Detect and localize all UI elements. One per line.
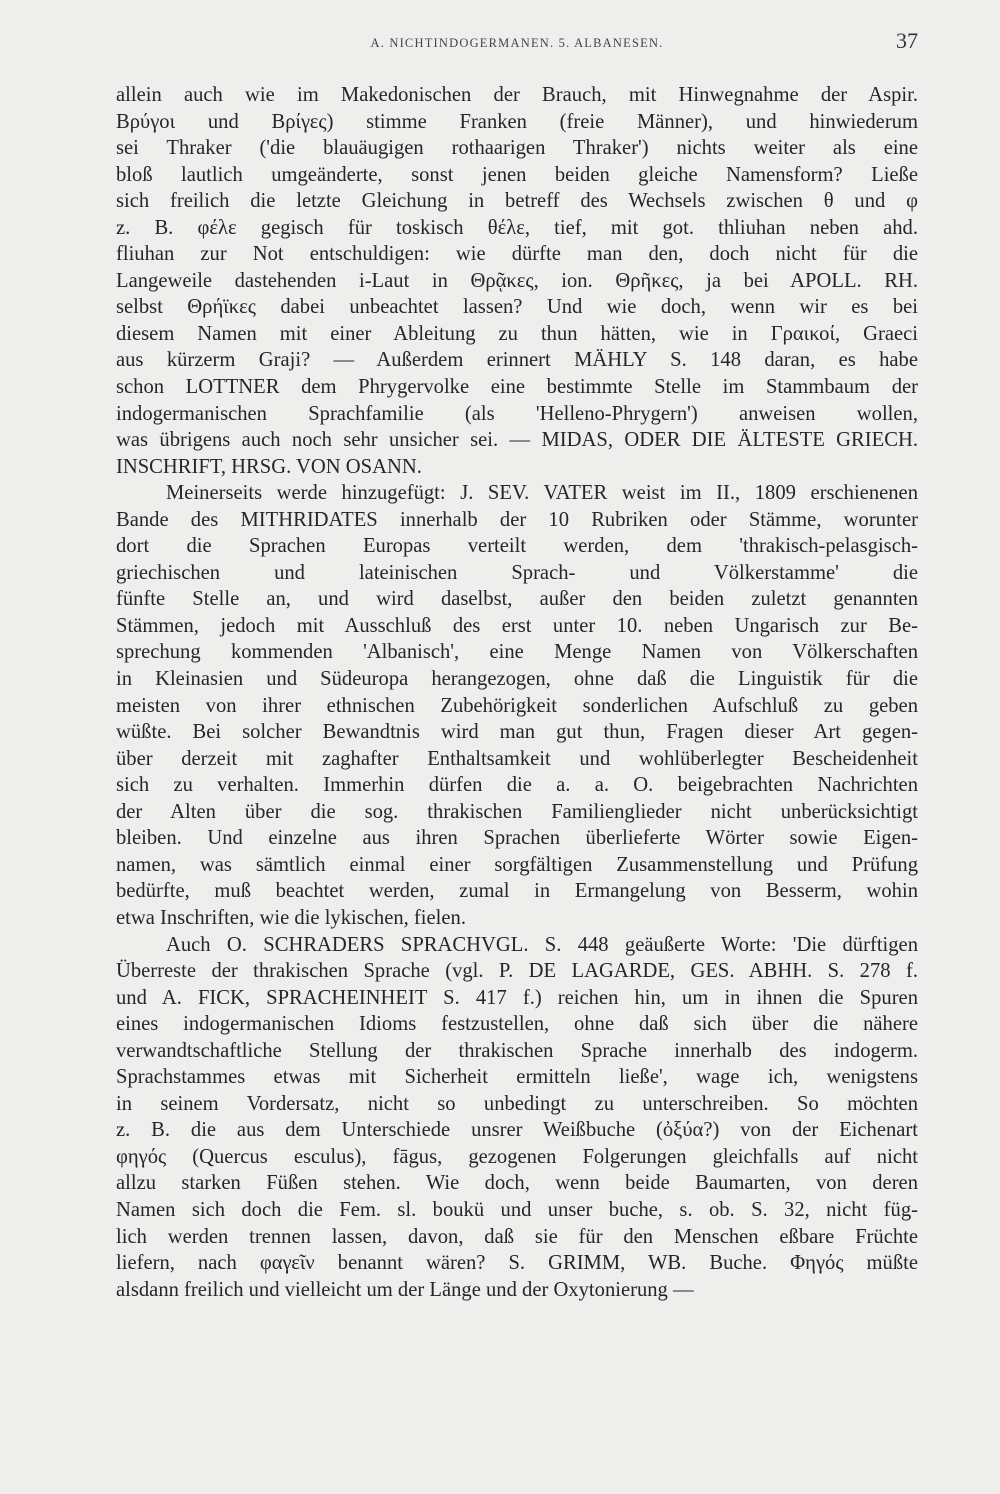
paragraph xyxy=(116,480,918,931)
text-line: aus kürzerm Graji? — Außerdem erinnert MÄHLY S. 148 daran, es habe xyxy=(116,349,918,372)
text-line: fliuhan zur Not entschuldigen: wie dürfte man den, doch nicht für die xyxy=(116,243,918,266)
text-line: wüßte. Bei solcher Bewandtnis wird man gut thun, Fragen dieser Art gegen- xyxy=(116,721,918,744)
text-line: Auch O. SCHRADERS SPRACHVGL. S. 448 geäußerte Worte: 'Die dürftigen xyxy=(166,933,918,956)
running-head: A. NICHTINDOGERMANEN. 5. ALBANESEN. xyxy=(370,36,664,50)
text-line: Überreste der thrakischen Sprache (vgl. P. DE LAGARDE, GES. ABHH. S. 278 f. xyxy=(116,960,918,983)
text-line: alsdann freilich und vielleicht um der Länge und der Oxytonierung — xyxy=(116,1278,694,1301)
text-line: diesem Namen mit einer Ableitung zu thun hätten, wie in Γραικοί, Graeci xyxy=(116,322,918,345)
text-line: selbst Θρήϊκες dabei unbeachtet lassen? Und wie doch, wenn wir es bei xyxy=(116,296,918,319)
paragraph xyxy=(116,82,918,480)
text-line: schon LOTTNER dem Phrygervolke eine bestimmte Stelle im Stammbaum der xyxy=(116,376,918,399)
text-line: verwandtschaftliche Stellung der thrakischen Sprache innerhalb des indogerm. xyxy=(116,1039,918,1062)
paragraph xyxy=(116,932,918,1304)
text-line: Sprachstammes etwas mit Sicherheit ermitteln ließe', wage ich, wenigstens xyxy=(116,1066,918,1089)
text-line: sei Thraker ('die blauäugigen rothaarigen Thraker') nichts weiter als eine xyxy=(116,137,918,160)
text-line: namen, was sämtlich einmal einer sorgfältigen Zusammenstellung und Prüfung xyxy=(116,853,918,876)
text-line: φηγός (Quercus esculus), fāgus, gezogenen Folgerungen gleichfalls auf nicht xyxy=(116,1145,918,1168)
text-line: allein auch wie im Makedonischen der Brauch, mit Hinwegnahme der Aspir. xyxy=(116,84,918,106)
text-line: sich zu verhalten. Immerhin dürfen die a. a. O. beigebrachten Nachrichten xyxy=(116,774,918,797)
text-line: in Kleinasien und Südeuropa herangezogen, ohne daß die Linguistik für die xyxy=(116,668,918,691)
text-line: etwa Inschriften, wie die lykischen, fielen. xyxy=(116,906,466,929)
text-line: eines indogermanischen Idioms festzustellen, ohne daß sich über die nähere xyxy=(116,1013,918,1036)
text-line: bedürfte, muß beachtet werden, zumal in Ermangelung von Besserm, wohin xyxy=(116,880,918,903)
text-line: INSCHRIFT, HRSG. VON OSANN. xyxy=(116,455,422,478)
text-line: bleiben. Und einzelne aus ihren Sprachen überlieferte Wörter sowie Eigen- xyxy=(116,827,918,850)
text-line: indogermanischen Sprachfamilie (als 'Helleno-Phrygern') anweisen wollen, xyxy=(116,402,918,425)
text-line: Meinerseits werde hinzugefügt: J. SEV. VATER weist im II., 1809 erschienenen xyxy=(166,482,918,505)
text-line: der Alten über die sog. thrakischen Familienglieder nicht unberücksichtigt xyxy=(116,800,918,823)
text-line: was übrigens auch noch sehr unsicher sei. — MIDAS, ODER DIE ÄLTESTE GRIECH. xyxy=(116,429,918,452)
text-line: liefern, nach φαγεῖν benannt wären? S. GRIMM, WB. Buche. Φηγός müßte xyxy=(116,1252,918,1275)
text-line: über derzeit mit zaghafter Enthaltsamkeit und wohlüberlegter Bescheidenheit xyxy=(116,747,918,770)
text-line: meisten von ihrer ethnischen Zubehörigkeit sonderlichen Aufschluß zu geben xyxy=(116,694,918,717)
text-line: in seinem Vordersatz, nicht so unbedingt zu unterschreiben. So möchten xyxy=(116,1092,918,1115)
text-line: z. B. φέλε gegisch für toskisch θέλε, tief, mit got. thliuhan neben ahd. xyxy=(116,216,918,239)
text-line: sich freilich die letzte Gleichung in betreff des Wechsels zwischen θ und φ xyxy=(116,190,918,213)
text-line: z. B. die aus dem Unterschiede unsrer Weißbuche (ὀξύα?) von der Eichenart xyxy=(116,1119,918,1142)
text-line: allzu starken Füßen stehen. Wie doch, wenn beide Baumarten, von deren xyxy=(116,1172,918,1195)
text-line: Bande des MITHRIDATES innerhalb der 10 Rubriken oder Stämme, worunter xyxy=(116,508,918,531)
page-number: 37 xyxy=(896,28,918,53)
text-line: dort die Sprachen Europas verteilt werden, dem 'thrakisch-pelasgisch- xyxy=(116,535,918,558)
text-line: bloß lautlich umgeänderte, sonst jenen beiden gleiche Namensform? Ließe xyxy=(116,163,918,186)
body-text xyxy=(116,82,918,1303)
text-line: lich werden trennen lassen, davon, daß sie für den Menschen eßbare Früchte xyxy=(116,1225,918,1248)
text-line: Langeweile dastehenden i-Laut in Θρᾷκες, ion. Θρῆκες, ja bei APOLL. RH. xyxy=(116,269,918,292)
text-line: Namen sich doch die Fem. sl. boukü und unser buche, s. ob. S. 32, nicht füg- xyxy=(116,1198,918,1221)
text-line: Stämmen, jedoch mit Ausschluß des erst unter 10. neben Ungarisch zur Be- xyxy=(116,614,918,637)
text-line: und A. FICK, SPRACHEINHEIT S. 417 f.) reichen hin, um in ihnen die Spuren xyxy=(116,986,918,1009)
text-line: Βρύγοι und Βρίγες) stimme Franken (freie Männer), und hinwiederum xyxy=(116,110,918,133)
text-line: fünfte Stelle an, und wird daselbst, außer den beiden zuletzt genannten xyxy=(116,588,918,611)
text-line: griechischen und lateinischen Sprach- und Völkerstamme' die xyxy=(116,561,918,584)
page-header xyxy=(116,30,918,64)
text-line: sprechung kommenden 'Albanisch', eine Menge Namen von Völkerschaften xyxy=(116,641,918,664)
